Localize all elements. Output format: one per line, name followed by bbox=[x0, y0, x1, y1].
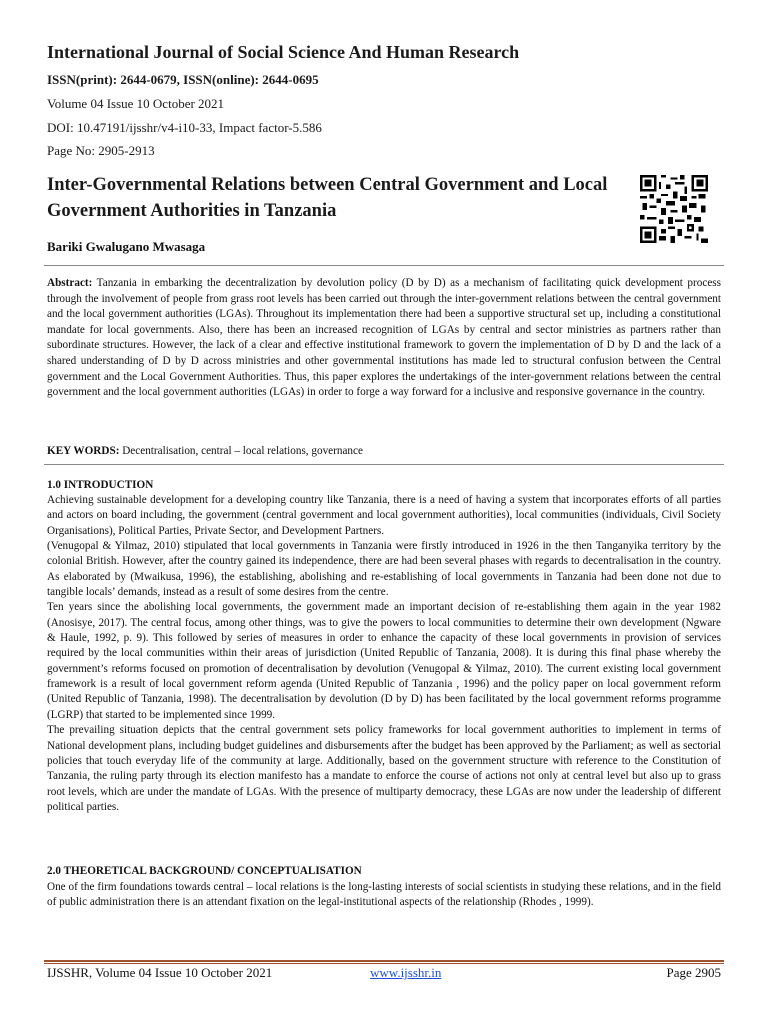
introduction-body bbox=[47, 493, 721, 815]
footer-page-number: Page 2905 bbox=[666, 965, 721, 980]
footer-rule bbox=[44, 960, 724, 962]
section-heading-theoretical-background: 2.0 THEORETICAL BACKGROUND/ CONCEPTUALISATION bbox=[47, 865, 362, 877]
paragraph: Achieving sustainable development for a developing country like Tanzania, there is a need of having a system that incorporates efforts of all parties and actors on board including, the government (central government and local government authorities), local communities (individuals, Civil Society Organisations), Political Parties, Private Sector, and Development Partners. bbox=[47, 494, 721, 537]
qr-code-icon bbox=[638, 175, 710, 243]
keywords bbox=[47, 445, 363, 457]
keywords-label: KEY WORDS: bbox=[47, 445, 120, 457]
section-heading-introduction: 1.0 INTRODUCTION bbox=[47, 479, 154, 491]
journal-title: International Journal of Social Science And Human Research bbox=[47, 42, 520, 62]
paragraph: Ten years since the abolishing local governments, the government made an important decision of re-establishing them again in the year 1982 (Anosisye, 2017). The central focus, among other things, was to give the powers to local communities to determine their own development (Ngware & Haule, 1992, p. 9). This followed by series of measures in order to enhance the capacity of these local governments in provision of services required by the local communities within their areas of jurisdiction (United Republic of Tanzania, 2008). It is during this final phase whereby the government’s reforms focused on promotion of decentralisation by devolution (Venugopal & Yilmaz, 2010). The current existing local government framework is a result of local government reform agenda (United Republic of Tanzania , 1996) and the policy paper on local government reform (United Republic of Tanzania, 1998). The decentralisation by devolution (D by D) has been facilitated by the local government reforms programme (LGRP) that started to be implemented since 1999. bbox=[47, 601, 721, 721]
keywords-text: Decentralisation, central – local relations, governance bbox=[119, 445, 363, 457]
doi-line: DOI: 10.47191/ijsshr/v4-i10-33, Impact factor-5.586 bbox=[47, 120, 322, 135]
page-range-line: Page No: 2905-2913 bbox=[47, 143, 155, 158]
footer-journal-info: IJSSHR, Volume 04 Issue 10 October 2021 bbox=[47, 965, 273, 980]
issn-line: ISSN(print): 2644-0679, ISSN(online): 2644-0695 bbox=[47, 72, 319, 87]
abstract-text: Tanzania in embarking the decentralization by devolution policy (D by D) as a mechanism of facilitating quick development process through the involvement of people from grass root levels has been carried out through the inter-government relations between the central government and the local government authorities (LGAs). Throughout its implementation there had been a supportive structural set up, including a constitutional mandate for local governments. Also, there has been an increased recognition of LGAs by central and sector ministries as partners rather than subordinate structures. However, the lack of a clear and effective institutional framework to govern the implementation of D by D and the lack of a shared understanding of D by D across ministries and other governmental institutions has made led to structural confusion between the Central government and the Local Government Authorities. Thus, this paper explores the undertakings of the inter-government relations between the central government and the local government authorities (LGAs) in order to forge a way forward for a inclusive and responsive governance in the country. bbox=[47, 277, 721, 399]
abstract bbox=[47, 276, 721, 401]
volume-line: Volume 04 Issue 10 October 2021 bbox=[47, 96, 225, 111]
author-name: Bariki Gwalugano Mwasaga bbox=[47, 239, 206, 254]
paragraph: One of the firm foundations towards central – local relations is the long-lasting interests of social scientists in studying these relations, and in the field of public administration there is an attendant fixation on the legal-institutional aspects of the relationship (Rhodes , 1999). bbox=[47, 881, 721, 909]
theoretical-background-body bbox=[47, 880, 721, 911]
footer-rule-thin bbox=[44, 963, 724, 964]
abstract-label: Abstract: bbox=[47, 277, 93, 289]
article-title: Inter-Governmental Relations between Central Government and Local Government Authorities in Tanzania bbox=[47, 175, 608, 221]
footer-website-link[interactable]: www.ijsshr.in bbox=[370, 965, 442, 980]
paragraph: (Venugopal & Yilmaz, 2010) stipulated that local governments in Tanzania were firstly introduced in 1926 in the then Tanganyika territory by the colonial British. However, after the country gained its independence, there are had been several phases with regards to decentralisation in the country. As elaborated by (Mwaikusa, 1996), the establishing, abolishing and re-establishing of local governments in Tanzania had been done not due to tangible locals’ demands, instead as a result of some desires from the centre. bbox=[47, 540, 721, 599]
paragraph: The prevailing situation depicts that the central government sets policy frameworks for local government authorities to implement in terms of National development plans, including budget guidelines and disbursements after the budget has been approved by the Parliament; as well as sectorial policies that touch everyday life of the community at large. Additionally, based on the government structure with reference to the Constitution of Tanzania, the ruling party through its election manifesto has a mandate to enforce the course of actions not only at central level but also up to grass root levels, which are under the mandate of LGAs. With the presence of multiparty democracy, these LGAs are now under the leadership of different political parties. bbox=[47, 724, 721, 813]
